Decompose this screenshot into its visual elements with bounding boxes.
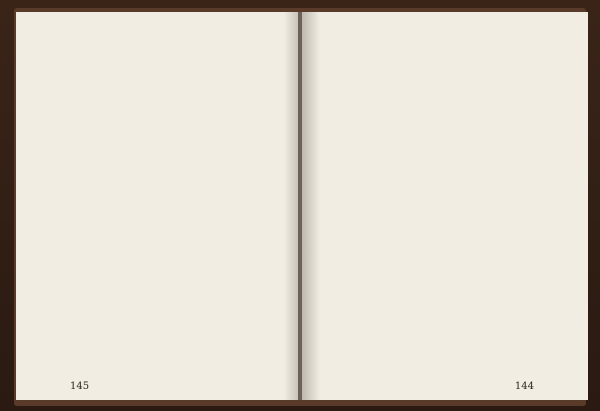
open-book [14,8,586,406]
page-number: 144 [514,381,534,392]
running-header [50,24,56,44]
left-page [16,12,302,400]
page-number: 145 [70,381,90,392]
left-page-text [32,44,266,374]
right-page [302,12,588,400]
right-page-text [316,44,570,374]
